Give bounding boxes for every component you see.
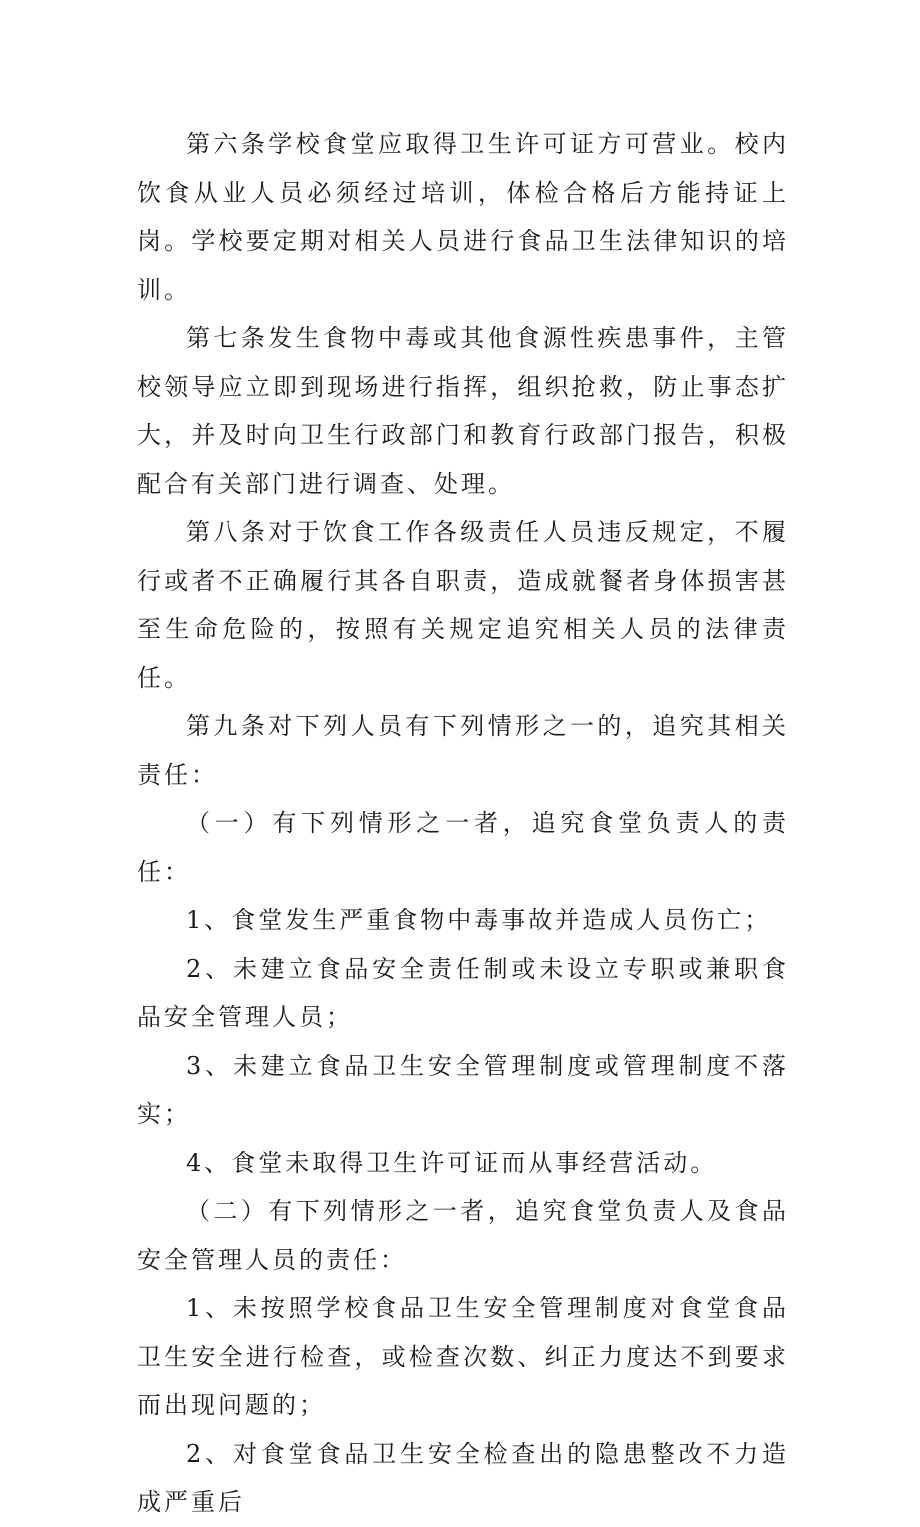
paragraph-article-7: 第七条发生食物中毒或其他食源性疾患事件，主管校领导应立即到现场进行指挥，组织抢救，防止事态扩大，并及时向卫生行政部门和教育行政部门报告，积极配合有关部门进行调查、处理。 <box>137 324 789 498</box>
paragraph-section-1-item-2: 2、未建立食品安全责任制或未设立专职或兼职食品安全管理人员； <box>137 954 789 1031</box>
paragraph-section-2-heading: （二）有下列情形之一者，追究食堂负责人及食品安全管理人员的责任： <box>137 1197 789 1274</box>
paragraph-section-1-item-1: 1、食堂发生严重食物中毒事故并造成人员伤亡； <box>186 906 772 934</box>
paragraph-section-1-heading: （一）有下列情形之一者，追究食堂负责人的责任： <box>137 809 789 886</box>
paragraph-section-2-item-1: 1、未按照学校食品卫生安全管理制度对食堂食品卫生安全进行检查，或检查次数、纠正力度达不到要求而出现问题的； <box>137 1294 789 1419</box>
paragraph-section-1-item-4: 4、食堂未取得卫生许可证而从事经营活动。 <box>186 1148 718 1177</box>
paragraph-article-8: 第八条对于饮食工作各级责任人员违反规定，不履行或者不正确履行其各自职责，造成就餐者身体损害甚至生命危险的，按照有关规定追究相关人员的法律责任。 <box>137 518 789 692</box>
paragraph-article-6: 第六条学校食堂应取得卫生许可证方可营业。校内饮食从业人员必须经过培训，体检合格后方能持证上岗。学校要定期对相关人员进行食品卫生法律知识的培训。 <box>137 130 789 304</box>
paragraph-article-9: 第九条对下列人员有下列情形之一的，追究其相关责任： <box>137 712 789 789</box>
paragraph-section-2-item-2: 2、对食堂食品卫生安全检查出的隐患整改不力造成严重后 <box>137 1439 789 1516</box>
paragraph-section-1-item-3: 3、未建立食品卫生安全管理制度或管理制度不落实； <box>137 1051 789 1128</box>
document-page <box>137 120 789 1527</box>
